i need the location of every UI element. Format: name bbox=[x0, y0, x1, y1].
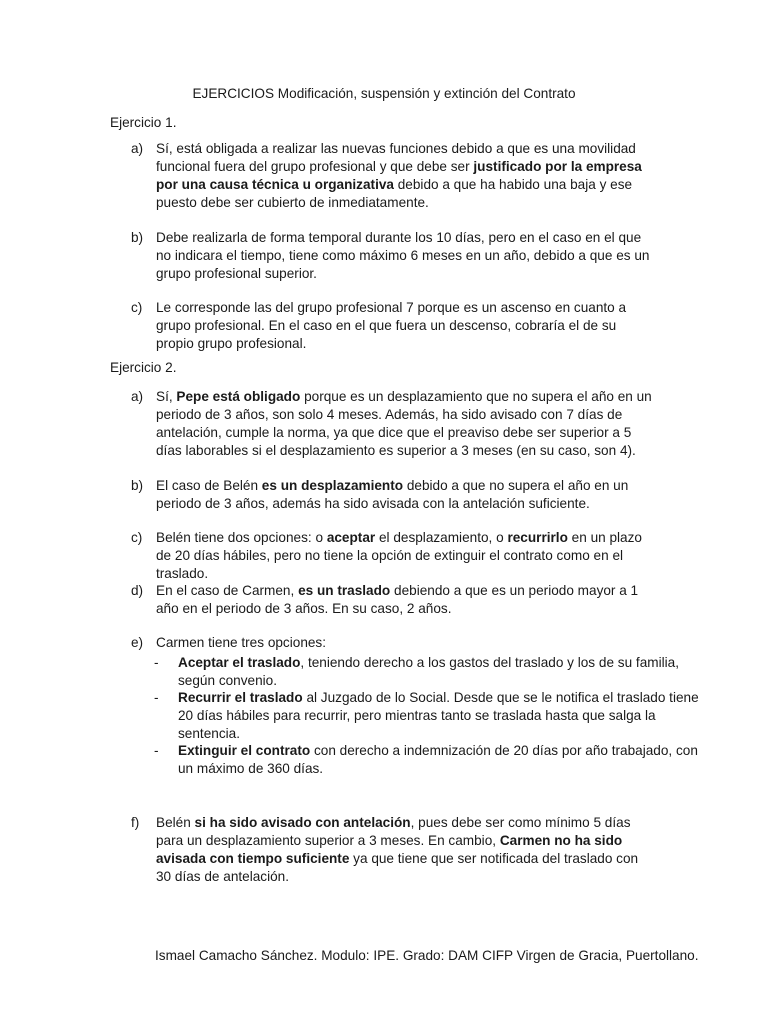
text-run: al Juzgado de lo Social. Desde que se le notifica el traslado tiene 20 días hábiles para recurrir, pero mientras tanto se traslada hasta que salga la sentencia. bbox=[178, 690, 699, 741]
item-text bbox=[156, 634, 652, 652]
bold-text-run: Carmen no ha sido avisada con tiempo suficiente bbox=[156, 833, 623, 866]
text-run: Belén tiene dos opciones: o bbox=[156, 530, 327, 545]
text-run: con derecho a indemnización de 20 días por año trabajado, con un máximo de 360 días. bbox=[178, 743, 698, 776]
bullet-dash: - bbox=[154, 743, 159, 758]
text-run: porque es un desplazamiento que no supera el año en un periodo de 3 años, son solo 4 meses. Además, ha sido avisado con 7 días de antelación, cumple la norma, ya que dice que el preaviso debe ser superior a 5 días laborables si el desplazamiento es superior a 3 meses (en su caso, son 4). bbox=[156, 389, 652, 458]
text-run: Belén bbox=[156, 815, 195, 830]
text-run: en un plazo de 20 días hábiles, pero no tiene la opción de extinguir el contrato como en el traslado. bbox=[156, 530, 642, 581]
item-marker: a) bbox=[131, 141, 144, 156]
document-footer: Ismael Camacho Sánchez. Modulo: IPE. Grado: DAM CIFP Virgen de Gracia, Puertollano. bbox=[155, 948, 699, 963]
bold-text-run: Pepe está obligado bbox=[176, 389, 301, 404]
option-text bbox=[178, 742, 708, 778]
bold-text-run: aceptar bbox=[326, 530, 376, 545]
item-text bbox=[156, 388, 652, 460]
text-run: Debe realizarla de forma temporal durante los 10 días, pero en el caso en el que no indicara el tiempo, tiene como máximo 6 meses en un año, debido a que es un grupo profesional superior. bbox=[156, 230, 650, 281]
text-run: debiendo a que es un periodo mayor a 1 año en el periodo de 3 años. En su caso, 2 años. bbox=[156, 583, 639, 616]
document-title: EJERCICIOS Modificación, suspensión y extinción del Contrato bbox=[192, 86, 576, 101]
item-marker: a) bbox=[131, 389, 144, 404]
text-run: Sí, está obligada a realizar las nuevas funciones debido a que es una movilidad funcional fuera del grupo profesional y que debe ser bbox=[156, 141, 636, 174]
item-marker: b) bbox=[131, 230, 144, 245]
text-run: el desplazamiento, o bbox=[375, 530, 508, 545]
option-text bbox=[178, 689, 708, 743]
ejercicio-2-heading: Ejercicio 2. bbox=[110, 360, 177, 375]
item-text bbox=[156, 229, 652, 283]
text-run: Le corresponde las del grupo profesional 7 porque es un ascenso en cuanto a grupo profesional. En el caso en el que fuera un descenso, cobraría el de su propio grupo profesional. bbox=[156, 300, 627, 351]
option-text bbox=[178, 654, 708, 690]
text-run: En el caso de Carmen, bbox=[156, 583, 299, 598]
bullet-dash: - bbox=[154, 655, 159, 670]
text-run: Sí, bbox=[156, 389, 177, 404]
text-run: , pues debe ser como mínimo 5 días para un desplazamiento superior a 3 meses. En cambio, bbox=[156, 815, 631, 848]
text-run: Carmen tiene tres opciones: bbox=[156, 635, 327, 650]
text-run: debido a que ha habido una baja y ese puesto debe ser cubierto de inmediatamente. bbox=[156, 177, 633, 210]
item-text bbox=[156, 299, 652, 353]
text-run: ya que tiene que ser notificada del traslado con 30 días de antelación. bbox=[156, 851, 639, 884]
text-run: El caso de Belén bbox=[156, 478, 262, 493]
bold-text-run: Aceptar el traslado bbox=[178, 655, 301, 670]
text-run: debido a que no supera el año en un periodo de 3 años, además ha sido avisada con la antelación suficiente. bbox=[156, 478, 629, 511]
bullet-dash: - bbox=[154, 690, 159, 705]
item-text bbox=[156, 140, 652, 212]
bold-text-run: recurrirlo bbox=[507, 530, 568, 545]
item-text bbox=[156, 814, 652, 886]
item-marker: e) bbox=[131, 635, 144, 650]
bold-text-run: es un traslado bbox=[298, 583, 391, 598]
text-run: , teniendo derecho a los gastos del traslado y los de su familia, según convenio. bbox=[178, 655, 679, 688]
item-text bbox=[156, 582, 652, 618]
item-marker: c) bbox=[131, 300, 143, 315]
bold-text-run: es un desplazamiento bbox=[261, 478, 404, 493]
item-marker: b) bbox=[131, 478, 144, 493]
item-text bbox=[156, 477, 652, 513]
item-marker: f) bbox=[131, 815, 140, 830]
bold-text-run: Extinguir el contrato bbox=[178, 743, 311, 758]
item-text bbox=[156, 529, 652, 583]
item-marker: d) bbox=[131, 583, 144, 598]
bold-text-run: justificado por la empresa por una causa técnica u organizativa bbox=[156, 159, 642, 192]
bold-text-run: Recurrir el traslado bbox=[178, 690, 303, 705]
ejercicio-1-heading: Ejercicio 1. bbox=[110, 115, 177, 130]
bold-text-run: si ha sido avisado con antelación bbox=[194, 815, 411, 830]
item-marker: c) bbox=[131, 530, 143, 545]
